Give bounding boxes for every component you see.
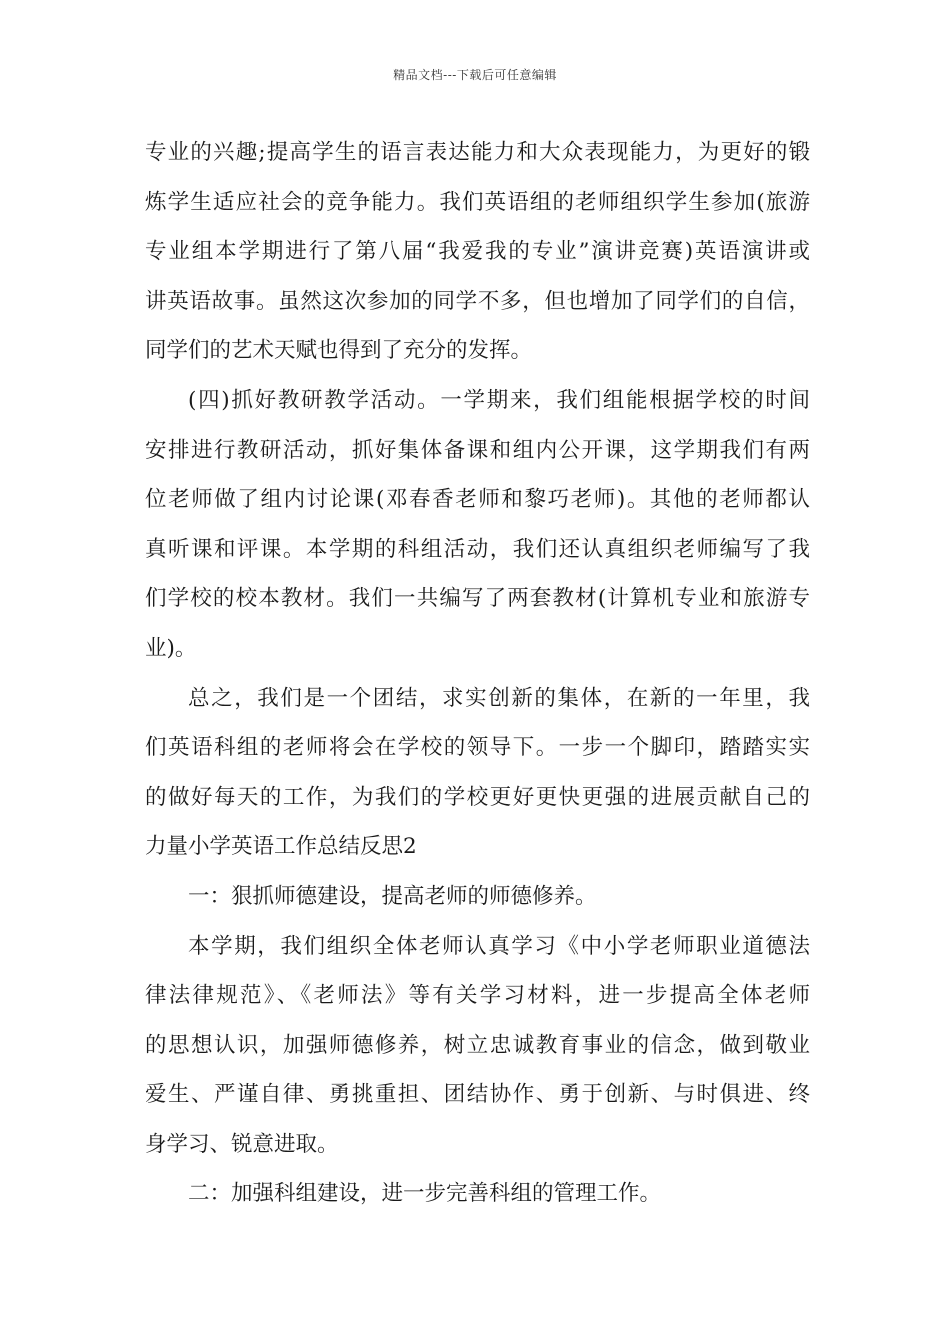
text-line: 的做好每天的工作，为我们的学校更好更快更强的进展贡献自己的 [145, 784, 810, 810]
text-line: 位老师做了组内讨论课(邓春香老师和黎巧老师)。其他的老师都认 [145, 487, 810, 513]
text-line: 真听课和评课。本学期的科组活动，我们还认真组织老师编写了我 [145, 536, 810, 562]
text-line: 身学习、锐意进取。 [145, 1131, 339, 1157]
section-heading: 一：狠抓师德建设，提高老师的师德修养。 [188, 883, 597, 909]
text-line: 力量小学英语工作总结反思2 [145, 834, 417, 860]
text-line: 专业组本学期进行了第八届“我爱我的专业”演讲竞赛)英语演讲或 [145, 239, 810, 265]
text-line: 同学们的艺术天赋也得到了充分的发挥。 [145, 338, 533, 364]
text-line: 律法律规范》、《老师法》等有关学习材料，进一步提高全体老师 [145, 983, 810, 1009]
text-line: 们英语科组的老师将会在学校的领导下。一步一个脚印，踏踏实实 [145, 735, 810, 761]
text-line: 炼学生适应社会的竞争能力。我们英语组的老师组织学生参加(旅游 [145, 189, 810, 215]
document-body [145, 128, 810, 1219]
text-line: 爱生、严谨自律、勇挑重担、团结协作、勇于创新、与时俱进、终 [145, 1082, 810, 1108]
text-line: 专业的兴趣;提高学生的语言表达能力和大众表现能力，为更好的锻 [145, 140, 810, 165]
text-line: 的思想认识，加强师德修养，树立忠诚教育事业的信念，做到敬业 [145, 1032, 810, 1058]
text-line: 本学期，我们组织全体老师认真学习《中小学老师职业道德法 [188, 933, 810, 959]
text-line: 们学校的校本教材。我们一共编写了两套教材(计算机专业和旅游专 [145, 586, 810, 612]
text-line: 讲英语故事。虽然这次参加的同学不多，但也增加了同学们的自信， [145, 288, 810, 314]
text-line: 安排进行教研活动，抓好集体备课和组内公开课，这学期我们有两 [145, 437, 810, 463]
text-line: 业)。 [145, 635, 197, 661]
text-line: (四)抓好教研教学活动。一学期来，我们组能根据学校的时间 [188, 387, 810, 413]
section-heading: 二：加强科组建设，进一步完善科组的管理工作。 [188, 1181, 662, 1207]
page-header: 精品文档---下载后可任意编辑 [393, 68, 557, 82]
text-line: 总之，我们是一个团结，求实创新的集体，在新的一年里，我 [188, 685, 810, 711]
